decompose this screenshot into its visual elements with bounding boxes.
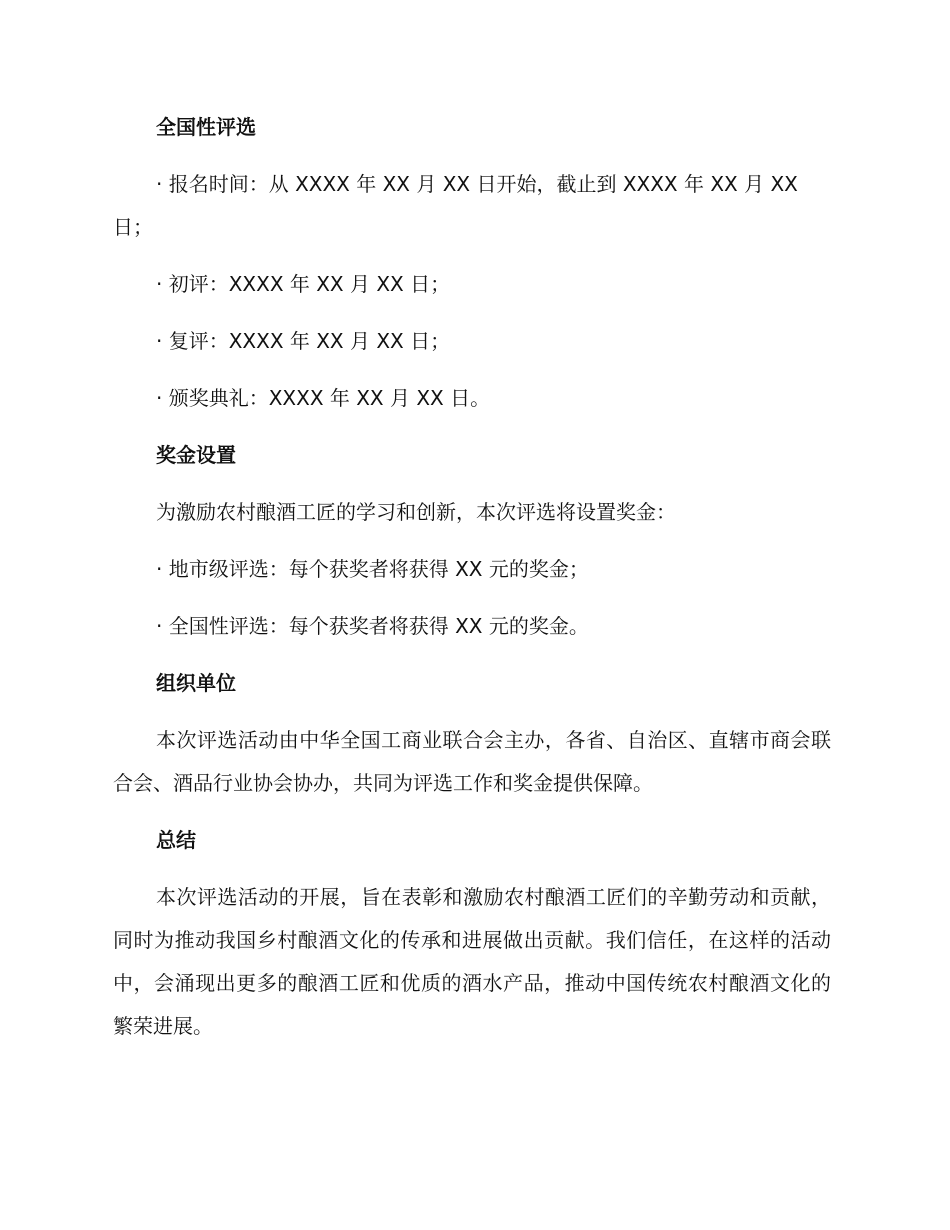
- list-item-preliminary-review: · 初评：XXXX 年 XX 月 XX 日；: [156, 272, 451, 296]
- document-body: [113, 106, 831, 1062]
- section-heading-summary: 总结: [156, 828, 196, 852]
- section-heading-organizers: 组织单位: [156, 671, 236, 695]
- paragraph-summary: 本次评选活动的开展，旨在表彰和激励农村酿酒工匠们的辛勤劳动和贡献，同时为推动我国乡村酿酒文化的传承和进展做出贡献。我们信任，在这样的活动中，会涌现出更多的酿酒工匠和优质的酒水产品，推动中国传统农村酿酒文化的繁荣进展。: [113, 885, 831, 1038]
- list-item-national-prize: · 全国性评选：每个获奖者将获得 XX 元的奖金。: [156, 614, 589, 638]
- list-item-second-review: · 复评：XXXX 年 XX 月 XX 日；: [156, 329, 451, 353]
- section-heading-national-selection: 全国性评选: [156, 115, 256, 139]
- paragraph-prize-intro: 为激励农村酿酒工匠的学习和创新，本次评选将设置奖金：: [156, 500, 676, 524]
- section-heading-prize-settings: 奖金设置: [156, 443, 236, 467]
- list-item-city-level-prize: · 地市级评选：每个获奖者将获得 XX 元的奖金；: [156, 557, 589, 581]
- list-item-registration-time: · 报名时间：从 XXXX 年 XX 月 XX 日开始，截止到 XXXX 年 XX 月 XX 日；: [113, 172, 798, 239]
- paragraph-organizers: 本次评选活动由中华全国工商业联合会主办，各省、自治区、直辖市商会联合会、酒品行业协会协办，共同为评选工作和奖金提供保障。: [113, 728, 831, 795]
- list-item-award-ceremony: · 颁奖典礼：XXXX 年 XX 月 XX 日。: [156, 386, 491, 410]
